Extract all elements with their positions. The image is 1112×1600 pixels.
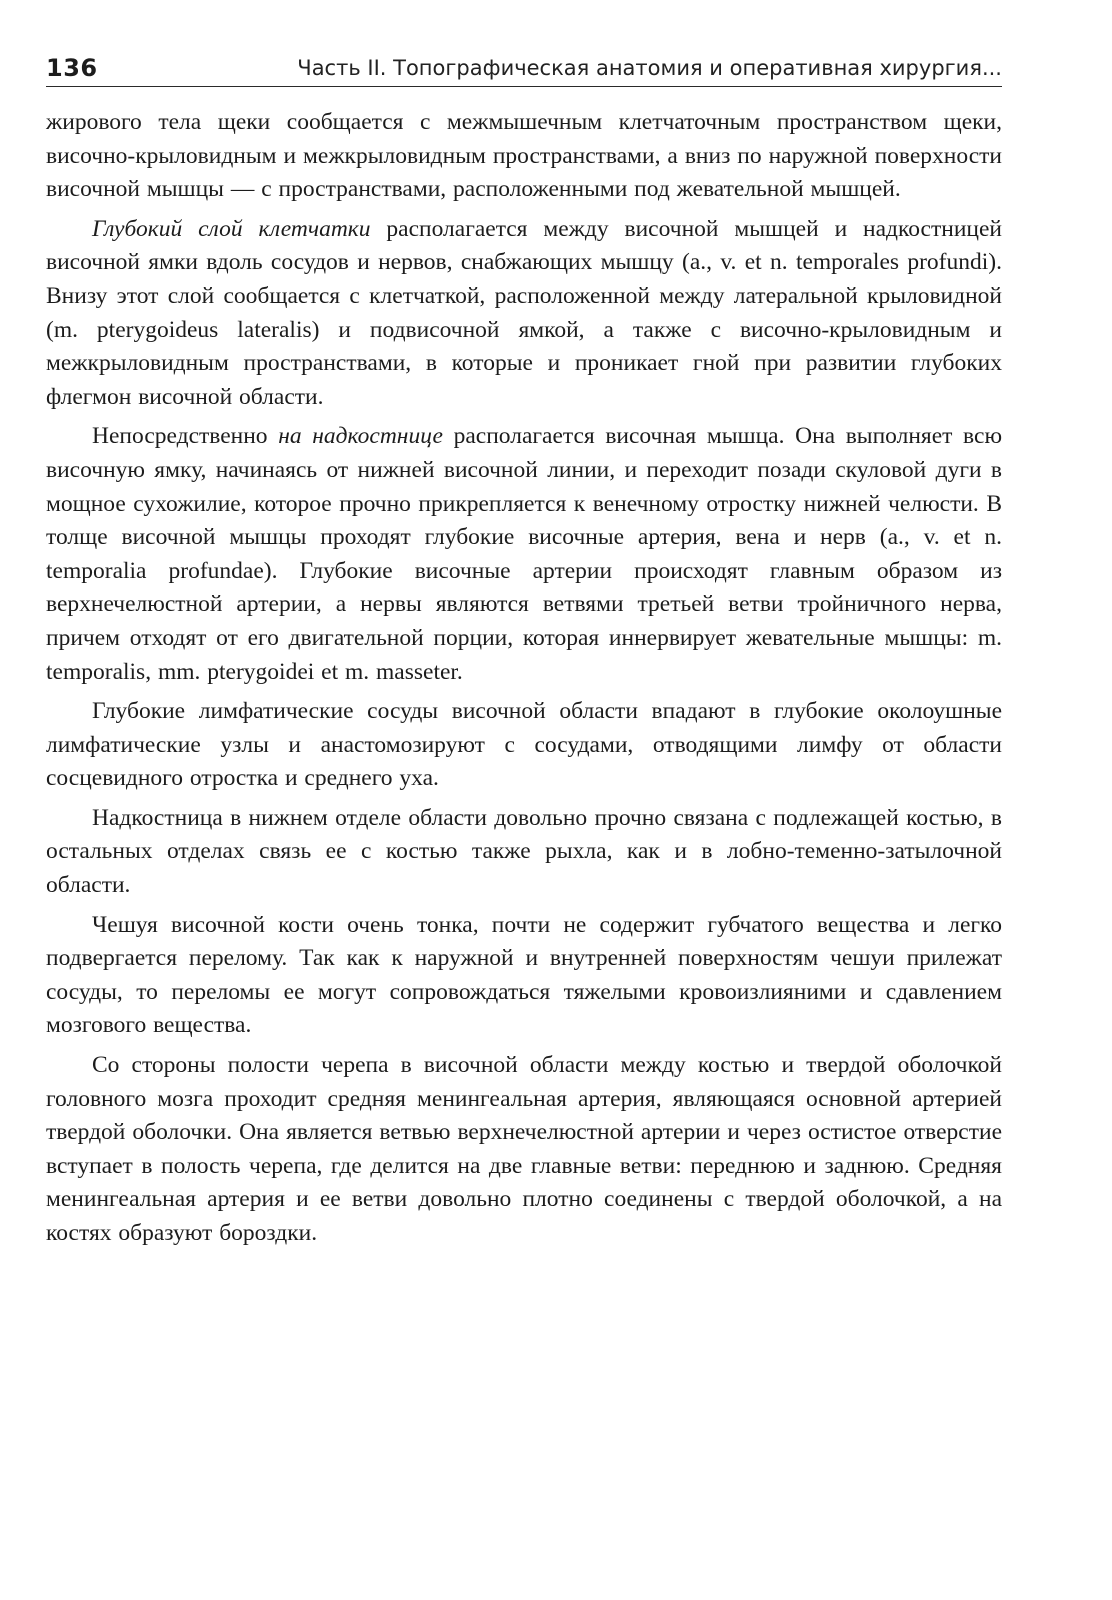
paragraph-1 bbox=[46, 106, 1002, 207]
paragraph-text-before: Непосредственно bbox=[92, 423, 279, 450]
paragraph-2 bbox=[46, 213, 1002, 415]
paragraph-text: Со стороны полости черепа в височной области между костью и твердой оболочкой головного мозга проходит средняя менингеальная артерия, являющаяся основной артерией твердой оболочки. Она является ветвью верхнечелюстной артерии и через остистое отверстие вступает в полость черепа, где делится на две главные ветви: переднюю и заднюю. Средняя менингеальная артерия и ее ветви довольно плотно соединены с твердой оболочкой, а на костях образуют бороздки. bbox=[46, 1052, 1002, 1246]
emphasis-term: на надкостнице bbox=[278, 423, 443, 450]
paragraph-text-after: располагается между височной мышцей и надкостницей височной ямки вдоль сосудов и нервов, снабжающих мышцу (a., v. et n. temporales profundi). Внизу этот слой сообщается с клетчаткой, расположенной между латеральной крыловидной (m. pterygoideus lateralis) и подвисочной ямкой, а также с височно-крыловидным и межкрыловидным пространствами, в которые и проникает гной при развитии глубоких флегмон височной области. bbox=[46, 215, 1002, 410]
paragraph-7 bbox=[46, 1049, 1002, 1251]
paragraph-5 bbox=[46, 802, 1002, 903]
paragraph-6 bbox=[46, 909, 1002, 1043]
emphasis-term: Глубокий слой клетчатки bbox=[92, 215, 371, 242]
body-text bbox=[46, 106, 1002, 1251]
header-rule bbox=[46, 86, 1002, 87]
paragraph-4 bbox=[46, 695, 1002, 796]
paragraph-text: Глубокие лимфатические сосуды височной области впадают в глубокие околоушные лимфатические узлы и анастомозируют с сосудами, отводящими лимфу от области сосцевидного отростка и среднего уха. bbox=[46, 698, 1002, 792]
paragraph-text: Чешуя височной кости очень тонка, почти не содержит губчатого вещества и легко подвергается перелому. Так как к наружной и внутренней поверхностям чешуи прилежат сосуды, то переломы ее могут сопровождаться тяжелыми кровоизлияними и сдавлением мозгового вещества. bbox=[46, 911, 1002, 1039]
paragraph-text: Надкостница в нижнем отделе области довольно прочно связана с подлежащей костью, в остальных отделах связь ее с костью также рыхла, как и в лобно-теменно-затылочной области. bbox=[46, 804, 1002, 899]
running-head bbox=[46, 50, 1002, 90]
paragraph-text-after: располагается височная мышца. Она выполняет всю височную ямку, начинаясь от нижней височной линии, и переходит позади скуловой дуги в мощное сухожилие, которое прочно прикрепляется к венечному отростку нижней челюсти. В толще височной мышцы проходят глубокие височные артерия, вена и нерв (a., v. et n. temporalia profundae). Глубокие височные артерии происходят главным образом из верхнечелюстной артерии, а нервы являются ветвями третьей ветви тройничного нерва, причем отходят от его двигательной порции, которая иннервирует жевательные мышцы: m. temporalis, mm. pterygoidei et m. masseter. bbox=[46, 423, 1002, 685]
paragraph-3 bbox=[46, 420, 1002, 689]
chapter-title: Часть II. Топографическая анатомия и оперативная хирургия... bbox=[297, 56, 1002, 80]
page-number: 136 bbox=[46, 54, 98, 82]
paragraph-text: жирового тела щеки сообщается с межмышечным клетчаточным пространством щеки, височно-крыловидным и межкрыловидным пространствами, а вниз по наружной поверхности височной мышцы — с пространствами, расположенными под жевательной мышцей. bbox=[46, 109, 1002, 203]
